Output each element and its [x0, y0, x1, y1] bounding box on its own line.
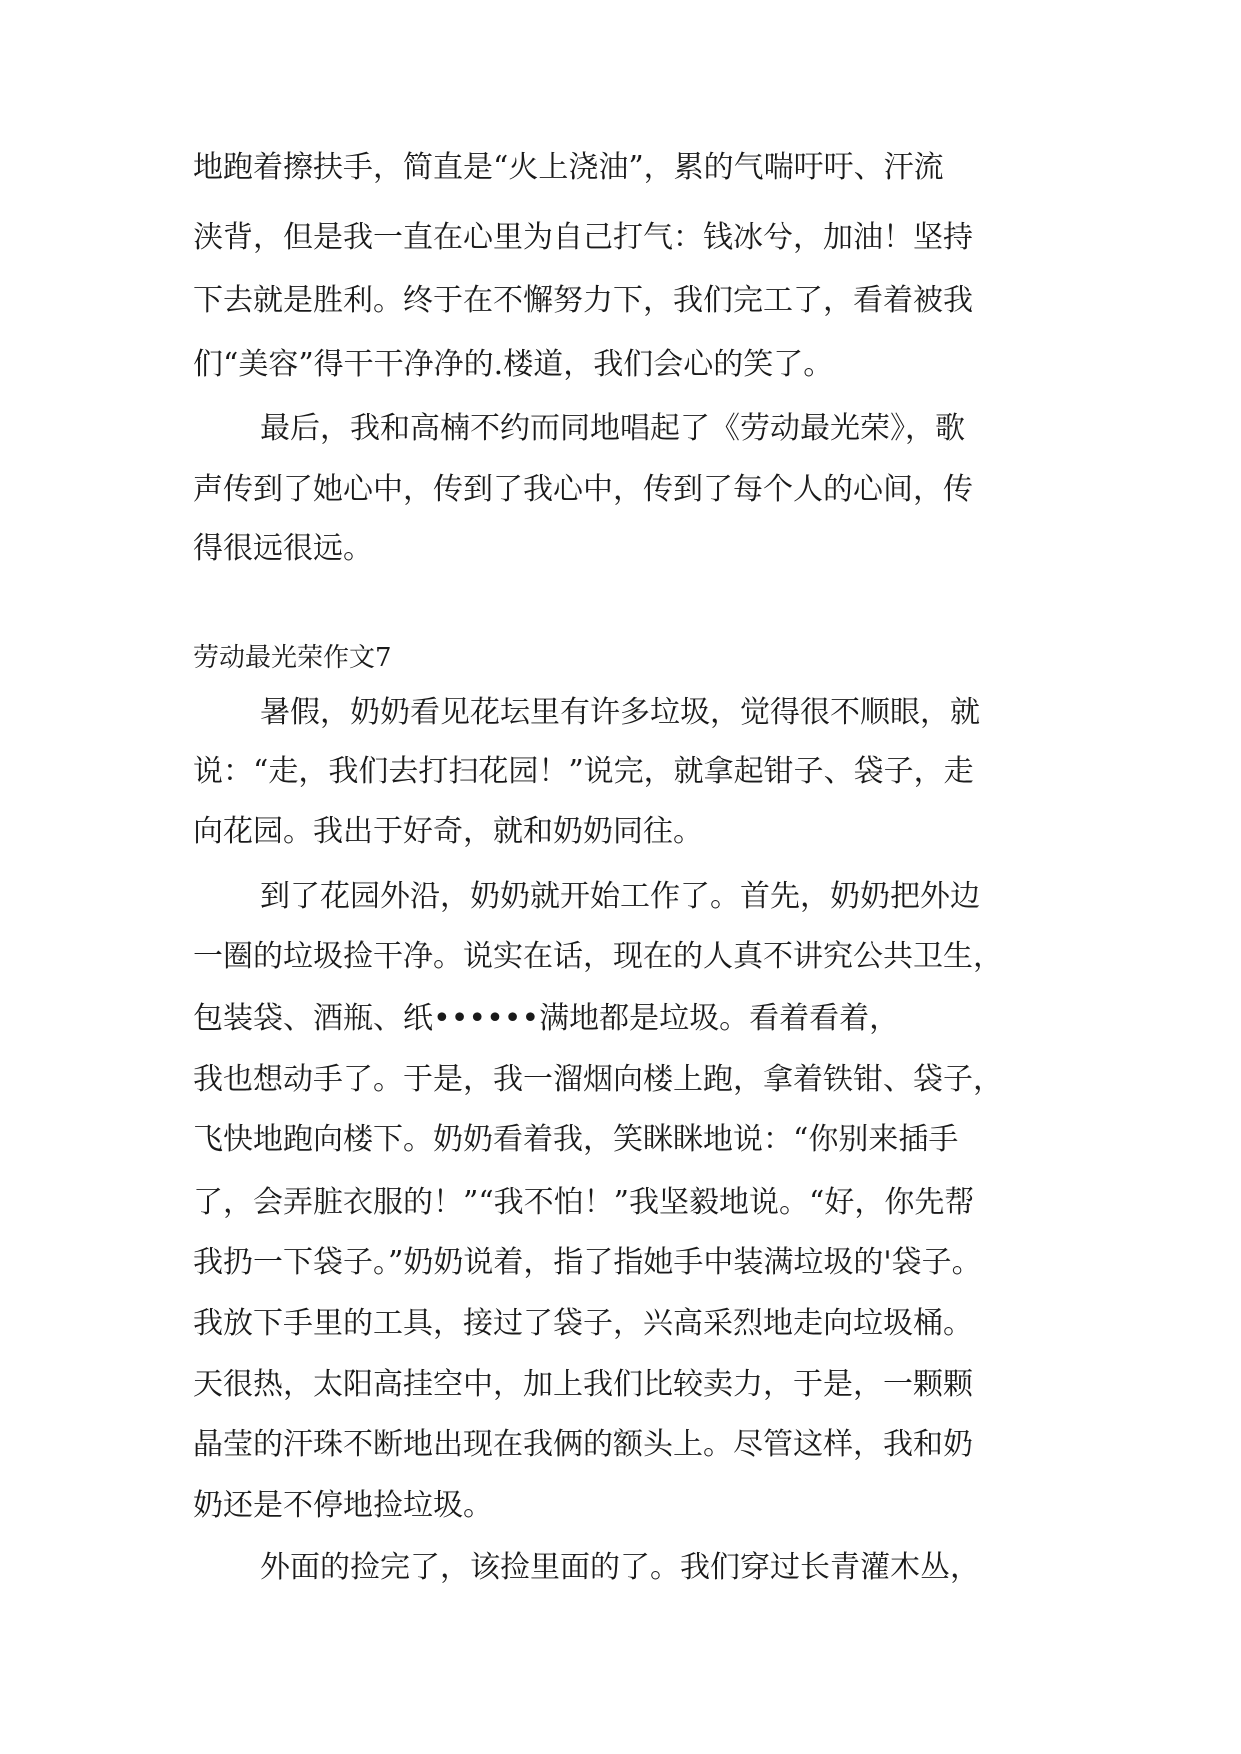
text-line: 奶还是不停地捡垃圾。 [193, 1488, 493, 1523]
text-line: 天很热，太阳高挂空中，加上我们比较卖力，于是，一颗颗 [193, 1367, 973, 1402]
text-line: 下去就是胜利。终于在不懈努力下，我们完工了，看着被我 [193, 283, 973, 318]
text-line: 包装袋、酒瓶、纸••••••满地都是垃圾。看着看着， [193, 1001, 900, 1036]
text-line: 我扔一下袋子。”奶奶说着，指了指她手中装满垃圾的'袋子。 [193, 1245, 982, 1280]
text-line: 浃背，但是我一直在心里为自己打气：钱冰兮，加油！坚持 [193, 220, 973, 255]
text-line: 地跑着擦扶手，简直是“火上浇油”，累的气喘吁吁、汗流 [193, 150, 944, 185]
text-line: 我放下手里的工具，接过了袋子，兴高采烈地走向垃圾桶。 [193, 1306, 973, 1341]
text-line: 晶莹的汗珠不断地出现在我俩的额头上。尽管这样，我和奶 [193, 1427, 973, 1462]
text-line: 外面的捡完了，该捡里面的了。我们穿过长青灌木丛， [260, 1550, 980, 1585]
text-line: 了，会弄脏衣服的！”“我不怕！”我坚毅地说。“好，你先帮 [193, 1185, 975, 1220]
text-line: 声传到了她心中，传到了我心中，传到了每个人的心间，传 [193, 472, 973, 507]
text-line: 说：“走，我们去打扫花园！”说完，就拿起钳子、袋子，走 [193, 754, 974, 789]
text-line: 一圈的垃圾捡干净。说实在话，现在的人真不讲究公共卫生， [193, 939, 1003, 974]
text-line: 向花园。我出于好奇，就和奶奶同往。 [193, 814, 703, 849]
section-title: 劳动最光荣作文7 [193, 643, 392, 673]
text-line: 最后，我和高楠不约而同地唱起了《劳动最光荣》，歌 [260, 411, 965, 446]
text-line: 得很远很远。 [193, 531, 373, 566]
text-line: 暑假，奶奶看见花坛里有许多垃圾，觉得很不顺眼，就 [260, 695, 980, 730]
text-line: 飞快地跑向楼下。奶奶看着我，笑眯眯地说：“你别来插手 [193, 1122, 959, 1157]
text-line: 们“美容”得干干净净的.楼道，我们会心的笑了。 [193, 347, 834, 382]
text-line: 到了花园外沿，奶奶就开始工作了。首先，奶奶把外边 [260, 879, 980, 914]
text-line: 我也想动手了。于是，我一溜烟向楼上跑，拿着铁钳、袋子， [193, 1062, 1003, 1097]
